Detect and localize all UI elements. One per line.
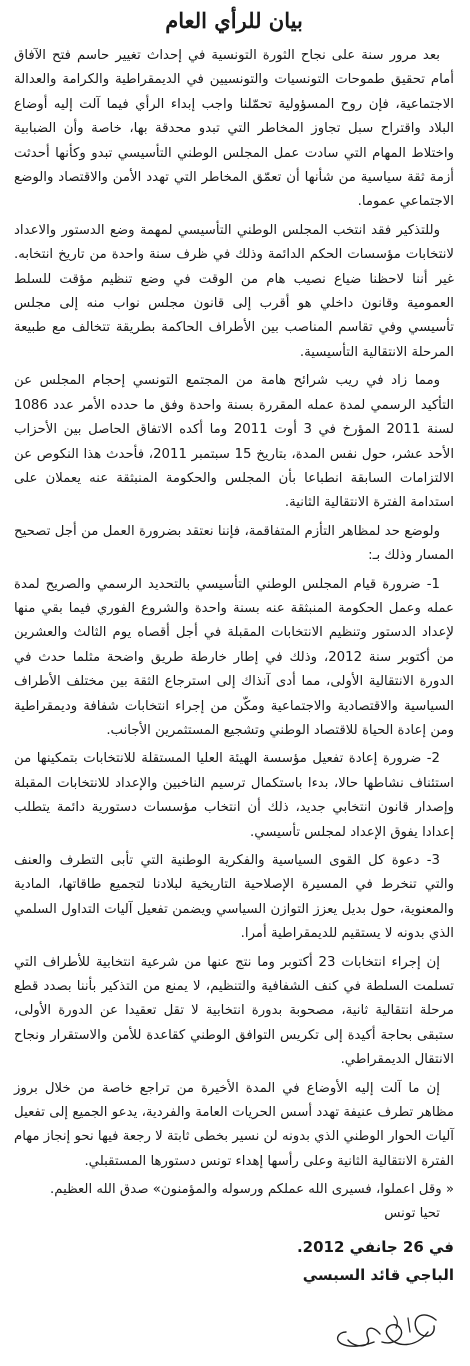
paragraph-intro: بعد مرور سنة على نجاح الثورة التونسية في إحداث تغيير حاسم فتح الآفاق أمام تحقيق طموحات التونسيات والتونسيين في الديمقراطية والكرامة والعدالة الاجتماعية، فإن روح المسؤولية تحمّلنا واجب إبداء الرأي فيما آلت إليه أوضاع البلاد واقتراح سبل تجاوز المخاطر التي تبدو محدقة بها، خاصة وأن الضبابية واختلاط المهام التي سادت عمل المجلس الوطني التأسيسي تبدو وكأنها أحدثت أزمة ثقة سياسية من شأنها أن تعمّق المخاطر التي تهدد الأمن والاقتصاد والوضع الاجتماعي عموما. xyxy=(14,48,454,210)
quran-quote: « وقل اعملوا، فسيرى الله عملكم ورسوله والمؤمنون» صدق الله العظيم. xyxy=(50,1182,454,1198)
paragraph-dialogue: إن ما آلت إليه الأوضاع في المدة الأخيرة من تراجع خاصة من خلال بروز مظاهر تطرف عنيفة تهدد أسس الحريات العامة والفردية، يدعو الجميع إلى تفعيل آليات الحوار الوطني الذي بدونه لن نسير بخطى ثابتة لا رجعة فيها نحو إنجاز مهام الفترة الانتقالية الثانية وعلى رأسها إهداء تونس دستورها المستقبلي. xyxy=(14,1080,454,1169)
handwritten-signature xyxy=(324,1302,454,1362)
long-live-tunisia: تحيا تونس xyxy=(384,1206,440,1222)
paragraph-correction-lead: ولوضع حد لمظاهر التأزم المتفاقمة، فإننا نعتقد بضرورة العمل من أجل تصحيح المسار وذلك بـ: xyxy=(14,523,454,564)
paragraph-doubts: ومما زاد في ريب شرائح هامة من المجتمع التونسي إحجام المجلس عن التأكيد الرسمي لمدة عمله المقررة بسنة واحدة وفق ما حدده الأمر عدد 1086 لسنة 2011 المؤرخ في 3 أوت 2011 وما أكده الاتفاق الحاصل بين الأحزاب الأحد عشر، حول نفس المدة، بتاريخ 15 سبتمبر 2011، فأحدث هذا النكوص عن الالتزامات السابقة انطباعا بأن المجلس والحكومة المنبثقة عنه يعملان على استدامة الفترة الانتقالية الثانية. xyxy=(14,373,455,511)
statement-date: في 26 جانفي 2012. xyxy=(296,1238,454,1257)
signatory-name: الباجي قائد السبسي xyxy=(302,1266,454,1285)
statement-title: بيان للرأي العام xyxy=(165,8,303,33)
paragraph-point-3: 3- دعوة كل القوى السياسية والفكرية الوطنية التي تأبى التطرف والعنف والتي تنخرط في المسيرة الإصلاحية التاريخية لبلادنا لتجميع طاقاتها، المادية والمعنوية، حول بديل يعزز التوازن السياسي ويضمن تفعيل آليات التداول السلمي الذي بدونه لا يستقيم للديمقراطية أمرا. xyxy=(14,853,454,942)
paragraph-elections: إن إجراء انتخابات 23 أكتوبر وما نتج عنها من شرعية انتخابية للأطراف التي تسلمت السلطة في كنف الشفافية والتنظيم، لا يمنع من التذكير بأننا بصدد قطع مرحلة انتقالية ثانية، مصحوبة بدورة انتخابية لا تقل تعقيدا عن الدورة الأولى، ستبقى بحاجة أكيدة إلى تكريس التوافق الوطني كقاعدة للأمن والاستقرار ونجاح الانتقال الديمقراطي. xyxy=(14,954,454,1068)
paragraph-point-1: 1- ضرورة قيام المجلس الوطني التأسيسي بالتحديد الرسمي والصريح لمدة عمله وعمل الحكومة المنبثقة عنه بسنة واحدة والشروع الفوري فيما بقي منها لإعداد الدستور وتنظيم الانتخابات المقبلة في أجل أقصاه يوم الثالث والعشرين من أكتوبر سنة 2012، وذلك في إطار خارطة طريق واضحة مثلما حدث في الدورة الانتقالية الأولى، مما أدى آنذاك إلى استرجاع الثقة بين مختلف الأطراف السياسية والاقتصادية والاجتماعية ومكّن من إجراء انتخابات شفافة وديمقراطية ومن إعادة الحياة للاقتصاد الوطني وتشجيع المستثمرين الأجانب. xyxy=(14,576,454,738)
paragraph-point-2: 2- ضرورة إعادة تفعيل مؤسسة الهيئة العليا المستقلة للانتخابات بتمكينها من استئناف نشاطها حالا، بدءا باستكمال ترسيم الناخبين والإعداد للانتخابات المقبلة وإصدار قانون انتخابي جديد، ذلك أن انتخاب مؤسسات دستورية دائمة يتطلب إعدادا يفوق الإعداد لمجلس تأسيسي. xyxy=(14,751,454,840)
paragraph-reminder: وللتذكير فقد انتخب المجلس الوطني التأسيسي لمهمة وضع الدستور والاعداد لانتخابات مؤسسات الحكم الدائمة وذلك في ظرف سنة واحدة من تاريخ انتخابه. غير أننا لاحظنا ضياع نصيب هام من الوقت في وضع تنظيم مؤقت للسلط العمومية وقانون داخلي هو أقرب إلى قانون مجلس نواب منه إلى مجلس تأسيسي وفي تقاسم المناصب بين الأطراف الحاكمة بطريقة تتخالف مع طبيعة المرحلة الانتقالية التأسيسية. xyxy=(14,222,454,360)
